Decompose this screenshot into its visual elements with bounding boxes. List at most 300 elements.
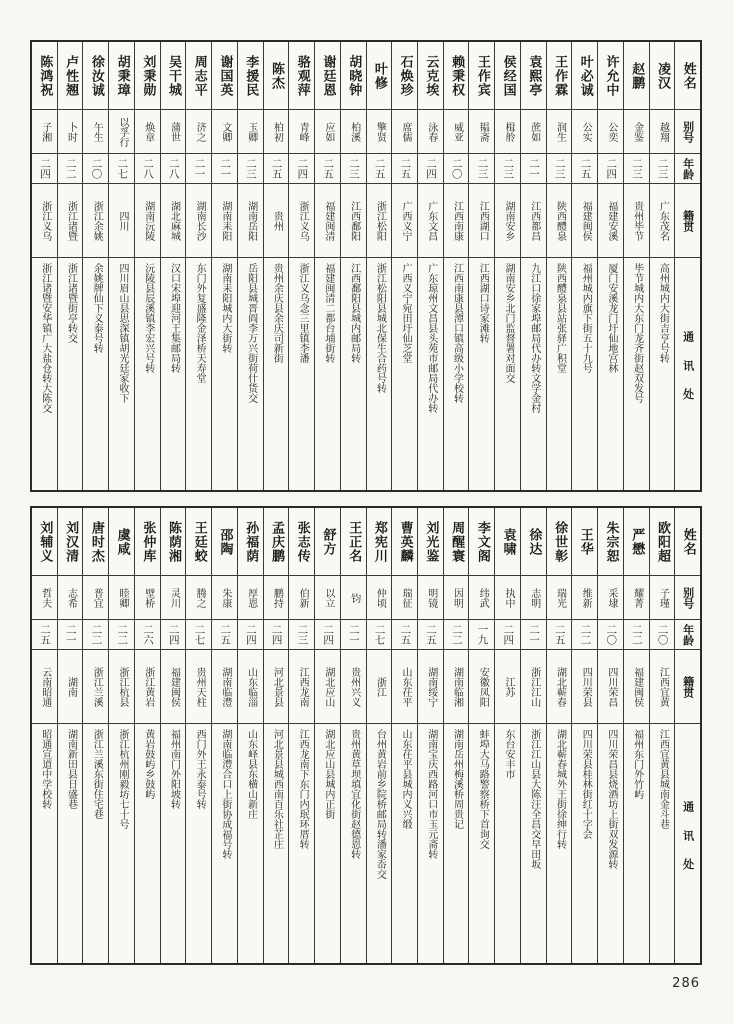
- person-native-place-text: 四川荣县: [580, 666, 592, 707]
- person-age: [547, 620, 572, 650]
- person-alias: [367, 576, 392, 620]
- person-alias: [624, 110, 649, 154]
- person-name: [392, 42, 417, 110]
- person-alias: [341, 576, 366, 620]
- person-native-place: [547, 184, 572, 258]
- header-name: [675, 508, 700, 576]
- person-address-text: 四川荣县桂林街红十字会: [580, 729, 592, 839]
- person-address: [135, 258, 160, 490]
- person-native-place: [367, 184, 392, 258]
- person-column: [444, 508, 470, 963]
- person-age-text: 二五: [553, 624, 566, 645]
- directory-table-top: [30, 40, 702, 492]
- person-native-place: [521, 184, 546, 258]
- person-age-text: 二四: [322, 624, 335, 645]
- person-name-text: 赵鹏: [629, 61, 645, 90]
- person-alias-text: 仲顷: [374, 587, 386, 608]
- person-column: [572, 42, 598, 490]
- person-address-text: 广西义宁宛田圩仙芝堂: [400, 263, 412, 363]
- person-native-place-text: 湖南长沙: [194, 200, 206, 241]
- person-address-text: 江西湖口诗家滩转: [477, 263, 489, 343]
- person-column: [161, 42, 187, 490]
- person-address: [109, 724, 134, 963]
- person-address-text: 西门外王永泰号转: [194, 729, 206, 809]
- person-native-place-text: 贵州兴义: [348, 666, 360, 707]
- person-address: [289, 724, 314, 963]
- person-age: [32, 620, 57, 650]
- person-native-place: [598, 650, 623, 724]
- header-address: [675, 724, 700, 963]
- person-alias: [495, 110, 520, 154]
- person-age-text: 二五: [373, 158, 386, 179]
- person-name-text: 王作霖: [552, 54, 568, 97]
- person-alias-text: 蒲世: [168, 121, 180, 142]
- person-native-place: [264, 650, 289, 724]
- person-name: [289, 42, 314, 110]
- person-column: [109, 508, 135, 963]
- person-age-text: 二二: [579, 624, 592, 645]
- person-age-text: 二三: [347, 158, 360, 179]
- person-name: [418, 508, 443, 576]
- person-address: [83, 258, 108, 490]
- person-native-place: [264, 184, 289, 258]
- person-alias: [58, 576, 83, 620]
- person-native-place-text: 山东茌平: [400, 666, 412, 707]
- person-native-place-text: 福建闽侯: [631, 666, 643, 707]
- person-name: [572, 42, 597, 110]
- row-header-column: [675, 508, 700, 963]
- person-native-place-text: 湖南安乡: [502, 200, 514, 241]
- person-alias: [418, 110, 443, 154]
- person-alias-text: 润生: [554, 121, 566, 142]
- person-name: [109, 508, 134, 576]
- person-name: [547, 508, 572, 576]
- person-address-text: 江西龙南下东门内珉环厝转: [297, 729, 309, 849]
- person-address-text: 福州南门外阳坡转: [168, 729, 180, 809]
- person-age: [469, 154, 494, 184]
- person-name: [32, 508, 57, 576]
- person-column: [521, 42, 547, 490]
- person-address-text: 浙江兰溪东街住宅巷: [91, 729, 103, 819]
- person-native-place: [58, 184, 83, 258]
- person-column: [418, 42, 444, 490]
- person-alias-text: 子湘: [39, 121, 51, 142]
- person-native-place-text: 湖南临湘: [451, 666, 463, 707]
- person-name-text: 吴干城: [166, 54, 182, 97]
- person-name-text: 叶修: [371, 61, 387, 90]
- person-age: [444, 154, 469, 184]
- person-name: [212, 508, 237, 576]
- person-age: [289, 620, 314, 650]
- person-alias: [83, 110, 108, 154]
- person-name: [444, 42, 469, 110]
- person-alias-text: 泳春: [425, 121, 437, 142]
- person-address-text: 浙江义乌念三里镇李潘: [297, 263, 309, 363]
- person-name-text: 刘汉清: [63, 520, 79, 563]
- person-alias: [212, 576, 237, 620]
- person-native-place-text: 浙江义乌: [297, 200, 309, 241]
- person-age: [547, 154, 572, 184]
- person-native-place: [495, 184, 520, 258]
- person-column: [495, 508, 521, 963]
- person-alias-text: 纬武: [477, 587, 489, 608]
- person-native-place-text: 广东文昌: [425, 200, 437, 241]
- person-age-text: 二八: [167, 158, 180, 179]
- person-age: [572, 620, 597, 650]
- person-native-place-text: 湖南: [65, 676, 77, 697]
- person-alias-text: 楫舲: [502, 121, 514, 142]
- header-address-text: 通讯处: [681, 800, 695, 887]
- person-alias-text: 采埭: [605, 587, 617, 608]
- person-column: [212, 42, 238, 490]
- person-address: [650, 258, 675, 490]
- person-column: [83, 42, 109, 490]
- person-age-text: 二二: [90, 624, 103, 645]
- person-native-place: [392, 650, 417, 724]
- person-age-text: 二二: [116, 624, 129, 645]
- person-native-place: [572, 650, 597, 724]
- person-alias-text: 卜时: [65, 121, 77, 142]
- person-address: [238, 258, 263, 490]
- person-name: [572, 508, 597, 576]
- person-column: [58, 508, 84, 963]
- person-alias: [444, 576, 469, 620]
- person-column: [238, 508, 264, 963]
- person-native-place-text: 山东临淄: [245, 666, 257, 707]
- person-name: [83, 508, 108, 576]
- header-age-text: 年龄: [681, 623, 695, 646]
- person-address: [264, 724, 289, 963]
- person-alias: [650, 576, 675, 620]
- person-age: [572, 154, 597, 184]
- person-name: [135, 42, 160, 110]
- person-alias: [418, 576, 443, 620]
- person-native-place: [289, 184, 314, 258]
- person-alias: [109, 110, 134, 154]
- person-alias: [598, 576, 623, 620]
- person-name-text: 刘光鉴: [423, 520, 439, 563]
- person-age: [341, 154, 366, 184]
- person-column: [650, 508, 676, 963]
- person-name-text: 王华: [577, 527, 593, 556]
- person-age-text: 二四: [244, 624, 257, 645]
- person-address: [58, 724, 83, 963]
- person-age: [135, 154, 160, 184]
- person-name: [547, 42, 572, 110]
- person-address: [58, 258, 83, 490]
- person-column: [32, 42, 58, 490]
- person-address: [624, 724, 649, 963]
- person-native-place-text: 浙江兰溪: [91, 666, 103, 707]
- person-name: [135, 508, 160, 576]
- person-age: [264, 154, 289, 184]
- person-native-place-text: 湖南沅陵: [142, 200, 154, 241]
- person-address: [572, 724, 597, 963]
- person-age-text: 二三: [656, 158, 669, 179]
- person-native-place-text: 湖北应山: [322, 666, 334, 707]
- person-age-text: 二二: [630, 624, 643, 645]
- person-native-place: [32, 650, 57, 724]
- person-address: [238, 724, 263, 963]
- person-age-text: 二五: [270, 158, 283, 179]
- person-address: [598, 724, 623, 963]
- person-age: [521, 154, 546, 184]
- person-column: [315, 508, 341, 963]
- person-alias-text: 钧: [348, 592, 360, 603]
- person-name-text: 王正名: [346, 520, 362, 563]
- person-name: [315, 42, 340, 110]
- person-name-text: 骆观萍: [294, 54, 310, 97]
- person-age: [161, 620, 186, 650]
- person-alias-text: 执中: [502, 587, 514, 608]
- person-address-text: 湖北蕲春城外王街徐绅行转: [554, 729, 566, 849]
- person-alias: [58, 110, 83, 154]
- person-name: [521, 42, 546, 110]
- header-age: [675, 620, 700, 650]
- person-address: [264, 258, 289, 490]
- person-alias-text: 焕章: [142, 121, 154, 142]
- person-column: [289, 42, 315, 490]
- person-address-text: 黄岩鼓屿乡鼓屿: [142, 729, 154, 799]
- person-native-place: [212, 650, 237, 724]
- person-age: [315, 154, 340, 184]
- person-alias-text: 文卿: [219, 121, 231, 142]
- person-name: [161, 508, 186, 576]
- person-name: [238, 42, 263, 110]
- person-native-place-text: 四川荣昌: [605, 666, 617, 707]
- person-address-text: 陕西醴泉县站张驿广积堂: [554, 263, 566, 373]
- person-address: [341, 724, 366, 963]
- person-column: [598, 42, 624, 490]
- directory-table-bottom: [30, 506, 702, 965]
- person-alias-text: 志明: [528, 587, 540, 608]
- person-alias-text: 普宜: [91, 587, 103, 608]
- person-alias-text: 灵川: [168, 587, 180, 608]
- person-alias: [598, 110, 623, 154]
- person-alias-text: 因明: [451, 587, 463, 608]
- person-address: [521, 724, 546, 963]
- person-age: [58, 620, 83, 650]
- person-alias-text: 子瑾: [657, 587, 669, 608]
- person-address: [32, 258, 57, 490]
- person-column: [469, 42, 495, 490]
- person-alias: [650, 110, 675, 154]
- person-name-text: 谢国英: [217, 54, 233, 97]
- person-address-text: 沅陵县辰溪镇李宏兴号转: [142, 263, 154, 373]
- person-address-text: 江西鄱阳县城内邮局转: [348, 263, 360, 363]
- person-address: [186, 258, 211, 490]
- person-name: [469, 508, 494, 576]
- person-age: [444, 620, 469, 650]
- person-alias: [212, 110, 237, 154]
- person-address: [367, 258, 392, 490]
- person-name: [444, 508, 469, 576]
- person-column: [135, 508, 161, 963]
- person-alias-text: 威亚: [451, 121, 463, 142]
- person-age: [624, 154, 649, 184]
- person-name-text: 虞咸: [114, 527, 130, 556]
- person-name-text: 陈鸿祝: [37, 54, 53, 97]
- person-alias: [469, 110, 494, 154]
- person-column: [161, 508, 187, 963]
- person-name-text: 陈荫湘: [166, 520, 182, 563]
- person-name: [83, 42, 108, 110]
- person-column: [315, 42, 341, 490]
- person-age: [109, 154, 134, 184]
- person-address: [624, 258, 649, 490]
- person-address: [444, 724, 469, 963]
- person-age: [367, 154, 392, 184]
- person-address-text: 福州东门外竹屿: [631, 729, 643, 799]
- person-native-place: [238, 184, 263, 258]
- person-alias: [547, 576, 572, 620]
- person-native-place: [83, 184, 108, 258]
- person-address: [418, 258, 443, 490]
- person-alias-text: 公实: [580, 121, 592, 142]
- person-name-text: 周醒寰: [449, 520, 465, 563]
- header-address-text: 通讯处: [681, 331, 695, 417]
- person-native-place: [135, 184, 160, 258]
- person-column: [186, 508, 212, 963]
- person-native-place-text: 湖北麻城: [168, 200, 180, 241]
- person-native-place-text: 安徽凤阳: [477, 666, 489, 707]
- header-alias: [675, 110, 700, 154]
- person-alias-text: 应如: [322, 121, 334, 142]
- person-name: [238, 508, 263, 576]
- person-alias-text: 午生: [91, 121, 103, 142]
- person-native-place: [58, 650, 83, 724]
- person-name: [495, 42, 520, 110]
- person-address-text: 广东琼州文昌县头苑市邮局代办转: [425, 263, 437, 413]
- person-column: [392, 42, 418, 490]
- person-address-text: 贵州黄草坝填宜化街赵德恩转: [348, 729, 360, 859]
- person-name: [264, 508, 289, 576]
- person-name-text: 凌汉: [655, 61, 670, 90]
- person-age: [83, 154, 108, 184]
- person-native-place: [341, 184, 366, 258]
- person-age-text: 二三: [296, 624, 309, 645]
- person-address-text: 江西南康县潭口镇高级小学校转: [451, 263, 463, 403]
- person-name-text: 欧阳超: [655, 520, 670, 563]
- person-alias: [289, 110, 314, 154]
- person-age-text: 二一: [347, 624, 360, 645]
- person-address-text: 湖南耒阳城内大街转: [219, 263, 231, 353]
- person-native-place-text: 浙江诸暨: [65, 200, 77, 241]
- person-address-text: 山东茌平县城内义兴缎: [400, 729, 412, 829]
- person-column: [238, 42, 264, 490]
- person-age-text: 二七: [193, 624, 206, 645]
- person-name-text: 卢性翘: [63, 54, 79, 97]
- person-native-place-text: 浙江黄岩: [142, 666, 154, 707]
- person-address-text: 湖南临澧合口上街协成福号转: [219, 729, 231, 859]
- person-native-place: [109, 650, 134, 724]
- person-name-text: 胡秉璋: [114, 54, 130, 97]
- person-name-text: 徐汝诚: [88, 54, 104, 97]
- person-age-text: 二一: [193, 158, 206, 179]
- person-native-place: [418, 184, 443, 258]
- person-age-text: 二四: [502, 624, 515, 645]
- person-native-place: [392, 184, 417, 258]
- person-address-text: 厦门安溪龙门圩仙地宫林: [605, 263, 617, 373]
- person-alias-text: 维新: [580, 587, 592, 608]
- person-column: [289, 508, 315, 963]
- person-alias-text: 伯新: [297, 587, 309, 608]
- person-native-place-text: 贵州: [271, 210, 283, 231]
- person-name-text: 刘秉勋: [140, 54, 156, 97]
- person-name: [186, 508, 211, 576]
- person-native-place: [212, 184, 237, 258]
- person-name-text: 谢廷恩: [320, 54, 336, 97]
- person-native-place: [624, 184, 649, 258]
- header-name-text: 姓名: [680, 61, 696, 90]
- person-native-place: [367, 650, 392, 724]
- person-column: [624, 508, 650, 963]
- person-age-text: 二三: [244, 158, 257, 179]
- person-native-place-text: 福建闽清: [322, 200, 334, 241]
- person-native-place-text: 陕西醴泉: [554, 200, 566, 241]
- person-age-text: 二三: [630, 158, 643, 179]
- person-address: [186, 724, 211, 963]
- person-age: [521, 620, 546, 650]
- person-address-text: 东门外复盛隆金泽桥天寿堂: [194, 263, 206, 383]
- person-age: [341, 620, 366, 650]
- person-address: [341, 258, 366, 490]
- person-alias: [264, 110, 289, 154]
- row-header-column: [675, 42, 700, 490]
- person-name-text: 张仲库: [140, 520, 156, 563]
- person-address: [315, 258, 340, 490]
- person-name-text: 王作宾: [474, 54, 490, 97]
- person-name: [289, 508, 314, 576]
- person-alias: [238, 110, 263, 154]
- person-native-place: [444, 650, 469, 724]
- person-age-text: 二四: [167, 624, 180, 645]
- person-native-place-text: 浙江松阳: [374, 200, 386, 241]
- person-column: [264, 42, 290, 490]
- person-alias-text: 以立: [322, 587, 334, 608]
- page-number: 286: [672, 976, 700, 991]
- person-address-text: 毕节城内大东门龙齐街赵双发号: [631, 263, 643, 403]
- person-name-text: 周志平: [191, 54, 207, 97]
- person-address-text: 东台安丰市: [502, 729, 514, 779]
- person-alias: [341, 110, 366, 154]
- person-name-text: 胡晓钟: [346, 54, 362, 97]
- person-alias: [109, 576, 134, 620]
- person-name: [186, 42, 211, 110]
- person-alias-text: 蔗如: [528, 121, 540, 142]
- person-age-text: 二四: [39, 158, 52, 179]
- person-name-text: 王廷蛟: [191, 520, 207, 563]
- person-age: [650, 620, 675, 650]
- person-address-text: 四川荣昌县烧酒坊上街双发源转: [605, 729, 617, 869]
- person-age-text: 二五: [39, 624, 52, 645]
- person-native-place: [341, 650, 366, 724]
- person-alias-text: 青峰: [297, 121, 309, 142]
- person-native-place-text: 江西南康: [451, 200, 463, 241]
- person-column: [367, 508, 393, 963]
- person-name-text: 舒方: [320, 527, 336, 556]
- person-age: [83, 620, 108, 650]
- person-name: [650, 508, 675, 576]
- person-alias-text: 明镜: [425, 587, 437, 608]
- person-native-place: [547, 650, 572, 724]
- person-address: [289, 258, 314, 490]
- person-native-place-text: 福建闽侯: [168, 666, 180, 707]
- person-age-text: 二〇: [90, 158, 103, 179]
- person-age-text: 二五: [219, 624, 232, 645]
- person-column: [212, 508, 238, 963]
- person-native-place-text: 江苏: [502, 676, 514, 697]
